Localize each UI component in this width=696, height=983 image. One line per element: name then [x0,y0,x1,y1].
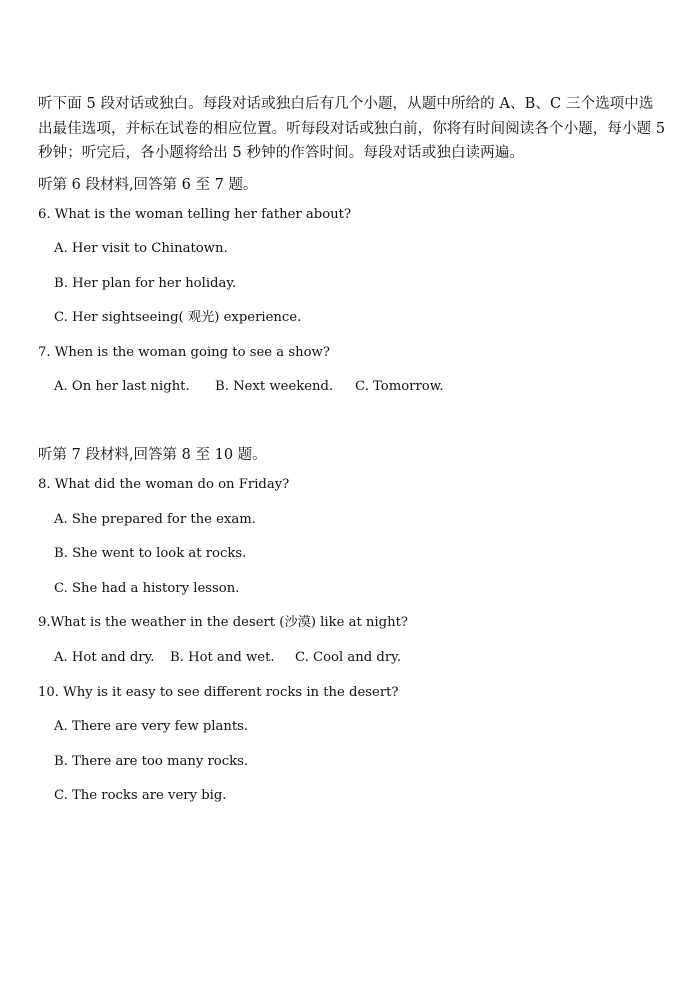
question-10-option-b: B. There are too many rocks. [54,753,249,769]
question-10: 10. Why is it easy to see different rocks in the desert? [38,684,399,700]
question-7: 7. When is the woman going to see a show? [38,344,330,360]
listening-instructions: 听下面 5 段对话或独白。每段对话或独白后有几个小题，从题中所给的 A、B、C 三个选项中选出最佳选项，并标在试卷的相应位置。听每段对话或独白前，你将有时间阅读各个小题，每小题 5 秒钟；听完后，各小题将给出 5 秒钟的作答时间。每段对话或独白读两遍。 [38,96,666,161]
question-10-option-c: C. The rocks are very big. [54,788,227,804]
question-7-option-c: C. Tomorrow. [355,379,444,395]
section-heading-6: 听第 6 段材料,回答第 6 至 7 题。 [38,176,258,193]
question-7-options [54,377,668,397]
exam-page [38,92,668,821]
question-6-option-c: C. Her sightseeing( 观光) experience. [54,310,302,326]
question-7-option-b: B. Next weekend. [215,379,334,395]
question-8: 8. What did the woman do on Friday? [38,477,290,493]
question-8-option-b: B. She went to look at rocks. [54,546,247,562]
question-6-option-b: B. Her plan for her holiday. [54,275,237,291]
question-6: 6. What is the woman telling her father about? [38,206,352,222]
question-8-option-c: C. She had a history lesson. [54,580,240,596]
question-9-options [54,648,668,668]
question-9-option-a: A. Hot and dry. [54,650,155,666]
question-6-option-a: A. Her visit to Chinatown. [54,241,228,257]
question-9-option-b: B. Hot and wet. [170,650,275,666]
question-10-option-a: A. There are very few plants. [54,719,249,735]
question-7-option-a: A. On her last night. [54,379,190,395]
section-spacer [38,412,668,445]
section-heading-7: 听第 7 段材料,回答第 8 至 10 题。 [38,447,267,464]
question-9: 9.What is the weather in the desert (沙漠) like at night? [38,615,408,631]
question-8-option-a: A. She prepared for the exam. [54,511,256,527]
question-9-option-c: C. Cool and dry. [295,650,402,666]
